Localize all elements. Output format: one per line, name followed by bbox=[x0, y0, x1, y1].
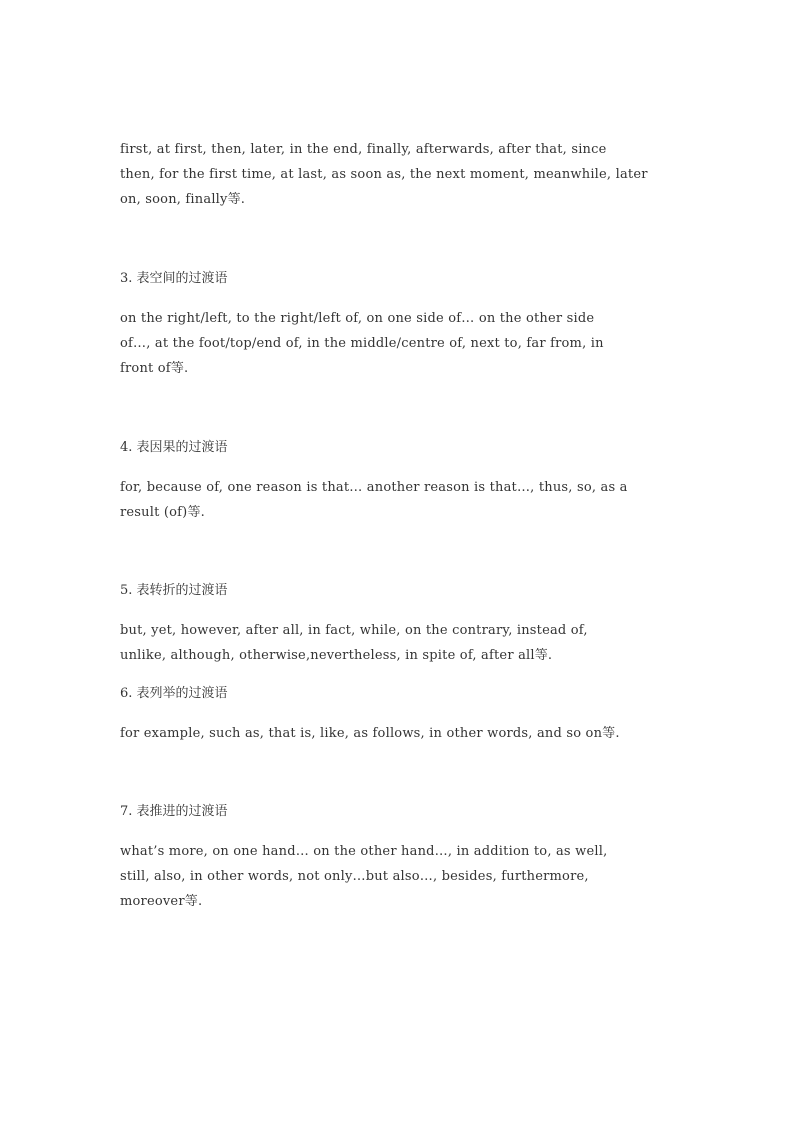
paragraph-line: result (of)等. bbox=[120, 505, 205, 520]
paragraph-line: for, because of, one reason is that… another reason is that…, thus, so, as a bbox=[120, 480, 628, 495]
paragraph-line: on, soon, finally等. bbox=[120, 192, 246, 207]
section-heading-cause-effect: 4. 表因果的过渡语 bbox=[120, 440, 228, 455]
section-heading-examples: 6. 表列举的过渡语 bbox=[120, 686, 228, 701]
cause-effect-transitions-paragraph bbox=[120, 475, 690, 525]
paragraph-line: of…, at the foot/top/end of, in the middle/centre of, next to, far from, in bbox=[120, 336, 604, 351]
examples-transitions-paragraph bbox=[120, 721, 690, 746]
space-transitions-paragraph bbox=[120, 306, 690, 381]
paragraph-line: unlike, although, otherwise,nevertheless, in spite of, after all等. bbox=[120, 648, 553, 663]
time-transitions-paragraph bbox=[120, 137, 690, 212]
progression-transitions-paragraph bbox=[120, 839, 690, 914]
section-heading-progression: 7. 表推进的过渡语 bbox=[120, 804, 228, 819]
paragraph-line: then, for the first time, at last, as soon as, the next moment, meanwhile, later bbox=[120, 167, 648, 182]
paragraph-line: but, yet, however, after all, in fact, while, on the contrary, instead of, bbox=[120, 623, 588, 638]
paragraph-line: on the right/left, to the right/left of, on one side of… on the other side bbox=[120, 311, 595, 326]
section-heading-contrast: 5. 表转折的过渡语 bbox=[120, 583, 228, 598]
paragraph-line: still, also, in other words, not only…but also…, besides, furthermore, bbox=[120, 869, 589, 884]
paragraph-line: moreover等. bbox=[120, 894, 203, 909]
paragraph-line: what’s more, on one hand… on the other hand…, in addition to, as well, bbox=[120, 844, 608, 859]
paragraph-line: for example, such as, that is, like, as follows, in other words, and so on等. bbox=[120, 726, 620, 741]
contrast-transitions-paragraph bbox=[120, 618, 690, 668]
paragraph-line: front of等. bbox=[120, 361, 189, 376]
section-heading-space: 3. 表空间的过渡语 bbox=[120, 271, 228, 286]
paragraph-line: first, at first, then, later, in the end, finally, afterwards, after that, since bbox=[120, 142, 607, 157]
